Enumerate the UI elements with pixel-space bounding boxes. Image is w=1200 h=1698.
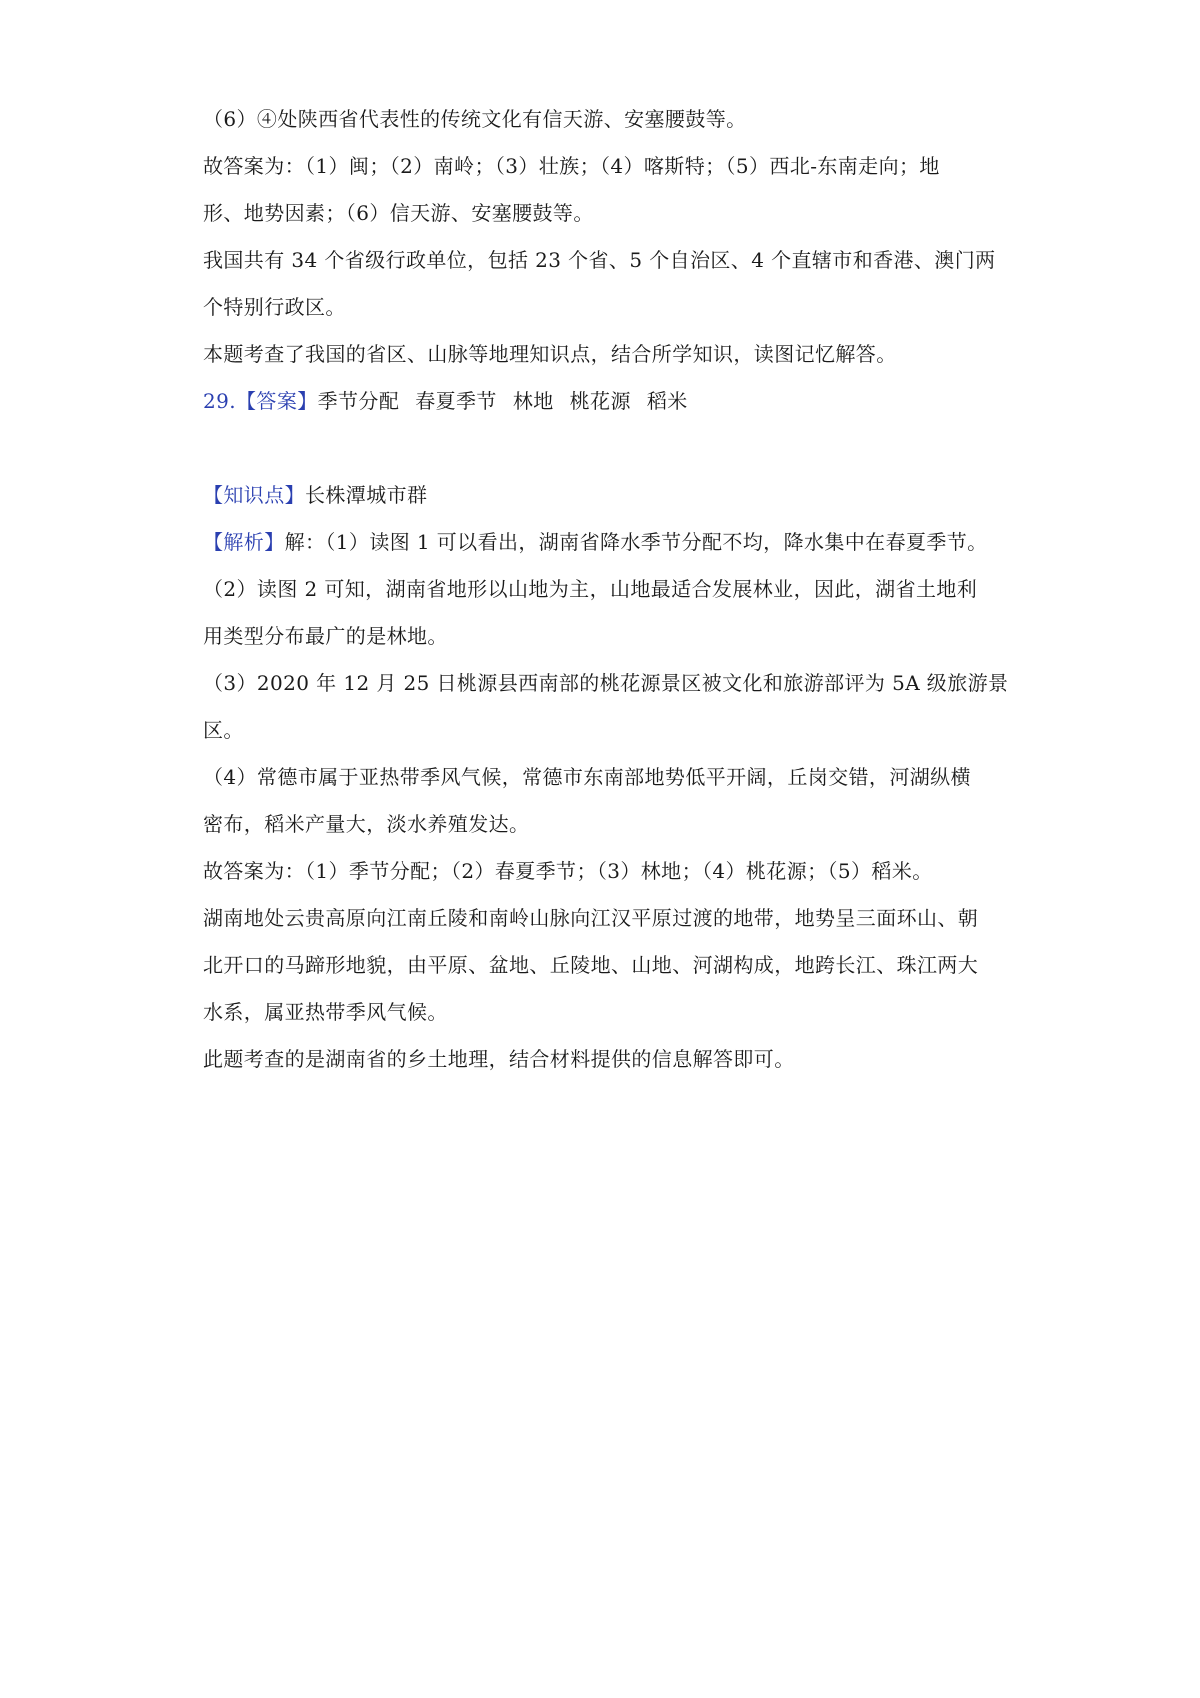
text-line: 水系，属亚热带季风气候。 (203, 1000, 448, 1024)
question-29-answer (203, 378, 1013, 425)
knowledge-tag: 【知识点】 (203, 483, 305, 507)
spacer (203, 425, 1013, 472)
text-line: （4）常德市属于亚热带季风气候，常德市东南部地势低平开阔，丘岗交错，河湖纵横 (203, 765, 971, 789)
text-line: 故答案为：（1）季节分配；（2）春夏季节；（3）林地；（4）桃花源；（5）稻米。 (203, 859, 933, 883)
answer-item: 林地 (512, 389, 554, 413)
text-line: （6）④处陕西省代表性的传统文化有信天游、安塞腰鼓等。 (203, 107, 747, 131)
text-line: 区。 (203, 718, 244, 742)
analysis-first-line (203, 519, 1013, 566)
text-line: 形、地势因素；（6）信天游、安塞腰鼓等。 (203, 201, 594, 225)
text-line: 北开口的马蹄形地貌，由平原、盆地、丘陵地、山地、河湖构成，地跨长江、珠江两大 (203, 953, 979, 977)
text-line: 故答案为：（1）闽；（2）南岭；（3）壮族；（4）喀斯特；（5）西北-东南走向；地 (203, 154, 940, 178)
analysis-text: 解：（1）读图 1 可以看出，湖南省降水季节分配不均，降水集中在春夏季节。 (284, 530, 988, 554)
text-line: 湖南地处云贵高原向江南丘陵和南岭山脉向江汉平原过渡的地带，地势呈三面环山、朝 (203, 906, 979, 930)
answer-item: 季节分配 (317, 389, 400, 413)
text-line: （3）2020 年 12 月 25 日桃源县西南部的桃花源景区被文化和旅游部评为 5A 级旅游景 (203, 671, 1009, 695)
analysis-tag: 【解析】 (203, 530, 285, 554)
knowledge-point (203, 472, 1013, 519)
text-line: 本题考查了我国的省区、山脉等地理知识点，结合所学知识，读图记忆解答。 (203, 342, 897, 366)
text-line: 此题考查的是湖南省的乡土地理，结合材料提供的信息解答即可。 (203, 1047, 795, 1071)
text-line: （2）读图 2 可知，湖南省地形以山地为主，山地最适合发展林业，因此，湖省土地利 (203, 577, 978, 601)
text-line: 我国共有 34 个省级行政单位，包括 23 个省、5 个自治区、4 个直辖市和香港、澳门两 (203, 248, 996, 272)
document-page (203, 96, 1013, 1083)
answer-item: 稻米 (646, 389, 688, 413)
knowledge-text: 长株潭城市群 (305, 483, 428, 507)
question-number: 29. (203, 389, 237, 413)
text-line: 个特别行政区。 (203, 295, 346, 319)
answer-item: 桃花源 (569, 389, 631, 413)
answer-item: 春夏季节 (415, 389, 497, 413)
answer-tag: 【答案】 (236, 389, 318, 413)
text-line: 用类型分布最广的是林地。 (203, 624, 448, 648)
text-line: 密布，稻米产量大，淡水养殖发达。 (203, 812, 530, 836)
